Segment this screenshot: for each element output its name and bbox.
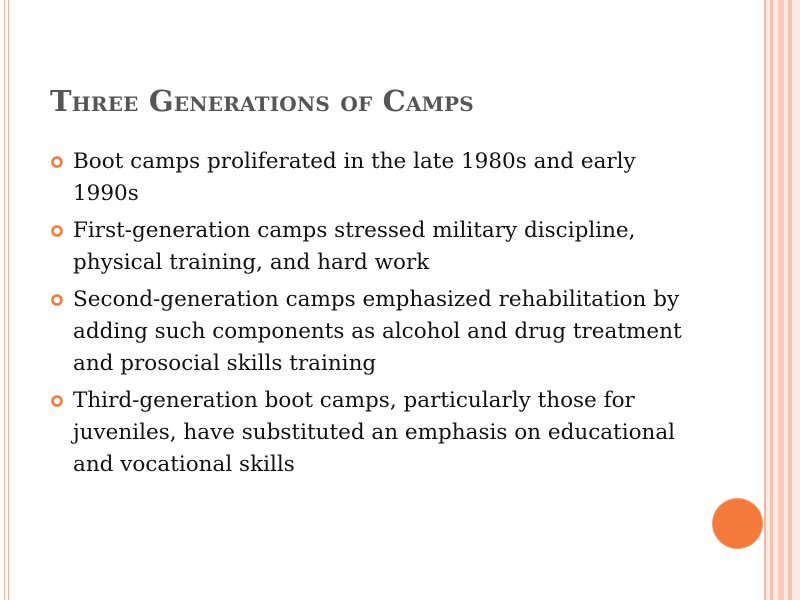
bullet-item	[50, 385, 690, 481]
left-border-line	[8, 0, 9, 600]
ring-bullet-icon	[51, 225, 63, 237]
ring-bullet-icon	[51, 395, 63, 407]
ring-bullet-icon	[51, 156, 63, 168]
bullet-list	[50, 146, 690, 486]
bullet-text: Second-generation camps emphasized rehabilitation by adding such components as alcohol and drug treatment and prosocial skills training	[73, 287, 682, 376]
bullet-item	[50, 146, 690, 210]
right-decorative-stripe	[788, 0, 792, 600]
right-decorative-stripe	[764, 0, 766, 600]
left-border-line	[4, 0, 5, 600]
bullet-text: First-generation camps stressed military discipline, physical training, and hard work	[73, 218, 636, 275]
bullet-item	[50, 215, 690, 279]
bullet-text: Third-generation boot camps, particularly those for juveniles, have substituted an emphasis on educational and vocational skills	[73, 388, 676, 477]
right-decorative-stripe	[770, 0, 773, 600]
ring-bullet-icon	[51, 294, 63, 306]
orange-circle-decoration	[713, 499, 762, 548]
slide-title: Three Generations of Camps	[50, 84, 474, 118]
right-decorative-stripe	[778, 0, 784, 600]
bullet-item	[50, 284, 690, 380]
bullet-text: Boot camps proliferated in the late 1980s and early 1990s	[73, 149, 636, 206]
